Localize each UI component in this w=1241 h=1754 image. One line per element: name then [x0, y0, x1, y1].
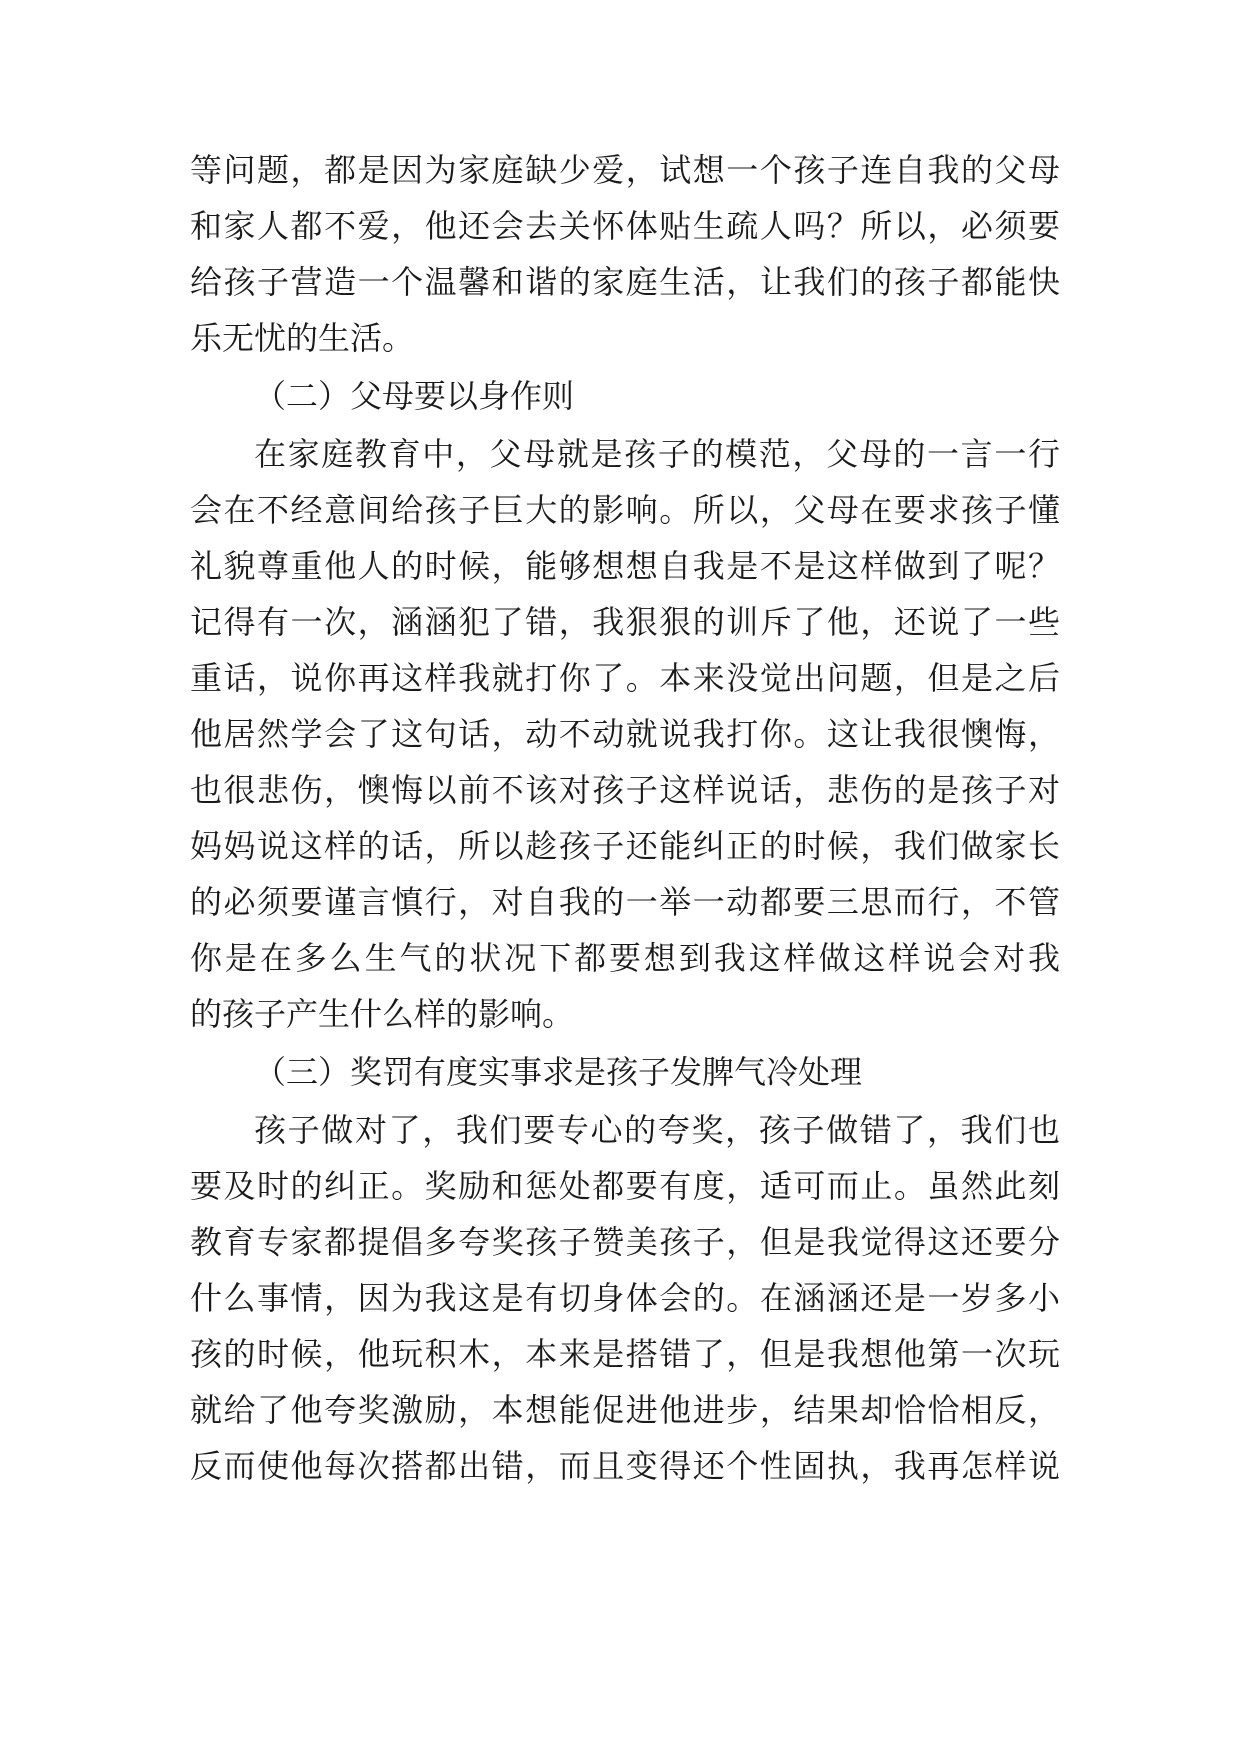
- body-text-line: 他居然学会了这句话，动不动就说我打你。这让我很懊悔，: [190, 715, 1060, 753]
- body-text-line: 妈妈说这样的话，所以趁孩子还能纠正的时候，我们做家长: [190, 827, 1060, 865]
- body-text-line: 等问题，都是因为家庭缺少爱，试想一个孩子连自我的父母: [190, 151, 1060, 189]
- section-heading: （二）父母要以身作则: [254, 377, 575, 415]
- body-text-line: 的孩子产生什么样的影响。: [190, 995, 575, 1033]
- body-text-line: 要及时的纠正。奖励和惩处都要有度，适可而止。虽然此刻: [190, 1167, 1060, 1205]
- body-text-line: 你是在多么生气的状况下都要想到我这样做这样说会对我: [190, 939, 1060, 977]
- section-heading: （三）奖罚有度实事求是孩子发脾气冷处理: [254, 1053, 863, 1091]
- body-text-line: 就给了他夸奖激励，本想能促进他进步，结果却恰恰相反，: [190, 1391, 1060, 1429]
- body-text-line: 教育专家都提倡多夸奖孩子赞美孩子，但是我觉得这还要分: [190, 1223, 1060, 1261]
- body-text-line: 反而使他每次搭都出错，而且变得还个性固执，我再怎样说: [190, 1447, 1060, 1485]
- body-text-line: 给孩子营造一个温馨和谐的家庭生活，让我们的孩子都能快: [190, 263, 1060, 301]
- body-text-line: 和家人都不爱，他还会去关怀体贴生疏人吗？所以，必须要: [190, 207, 1060, 245]
- body-text-line: 在家庭教育中，父母就是孩子的模范，父母的一言一行: [254, 435, 1060, 473]
- body-text-line: 孩子做对了，我们要专心的夸奖，孩子做错了，我们也: [254, 1111, 1060, 1149]
- body-text-line: 记得有一次，涵涵犯了错，我狠狠的训斥了他，还说了一些: [190, 603, 1060, 641]
- body-text-line: 礼貌尊重他人的时候，能够想想自我是不是这样做到了呢？: [190, 547, 1060, 585]
- body-text-line: 什么事情，因为我这是有切身体会的。在涵涵还是一岁多小: [190, 1279, 1060, 1317]
- body-text-line: 孩的时候，他玩积木，本来是搭错了，但是我想他第一次玩: [190, 1335, 1060, 1373]
- body-text-line: 也很悲伤，懊悔以前不该对孩子这样说话，悲伤的是孩子对: [190, 771, 1060, 809]
- body-text-line: 的必须要谨言慎行，对自我的一举一动都要三思而行，不管: [190, 883, 1060, 921]
- body-text-line: 乐无忧的生活。: [190, 319, 415, 357]
- body-text-line: 重话，说你再这样我就打你了。本来没觉出问题，但是之后: [190, 659, 1060, 697]
- body-text-line: 会在不经意间给孩子巨大的影响。所以，父母在要求孩子懂: [190, 491, 1060, 529]
